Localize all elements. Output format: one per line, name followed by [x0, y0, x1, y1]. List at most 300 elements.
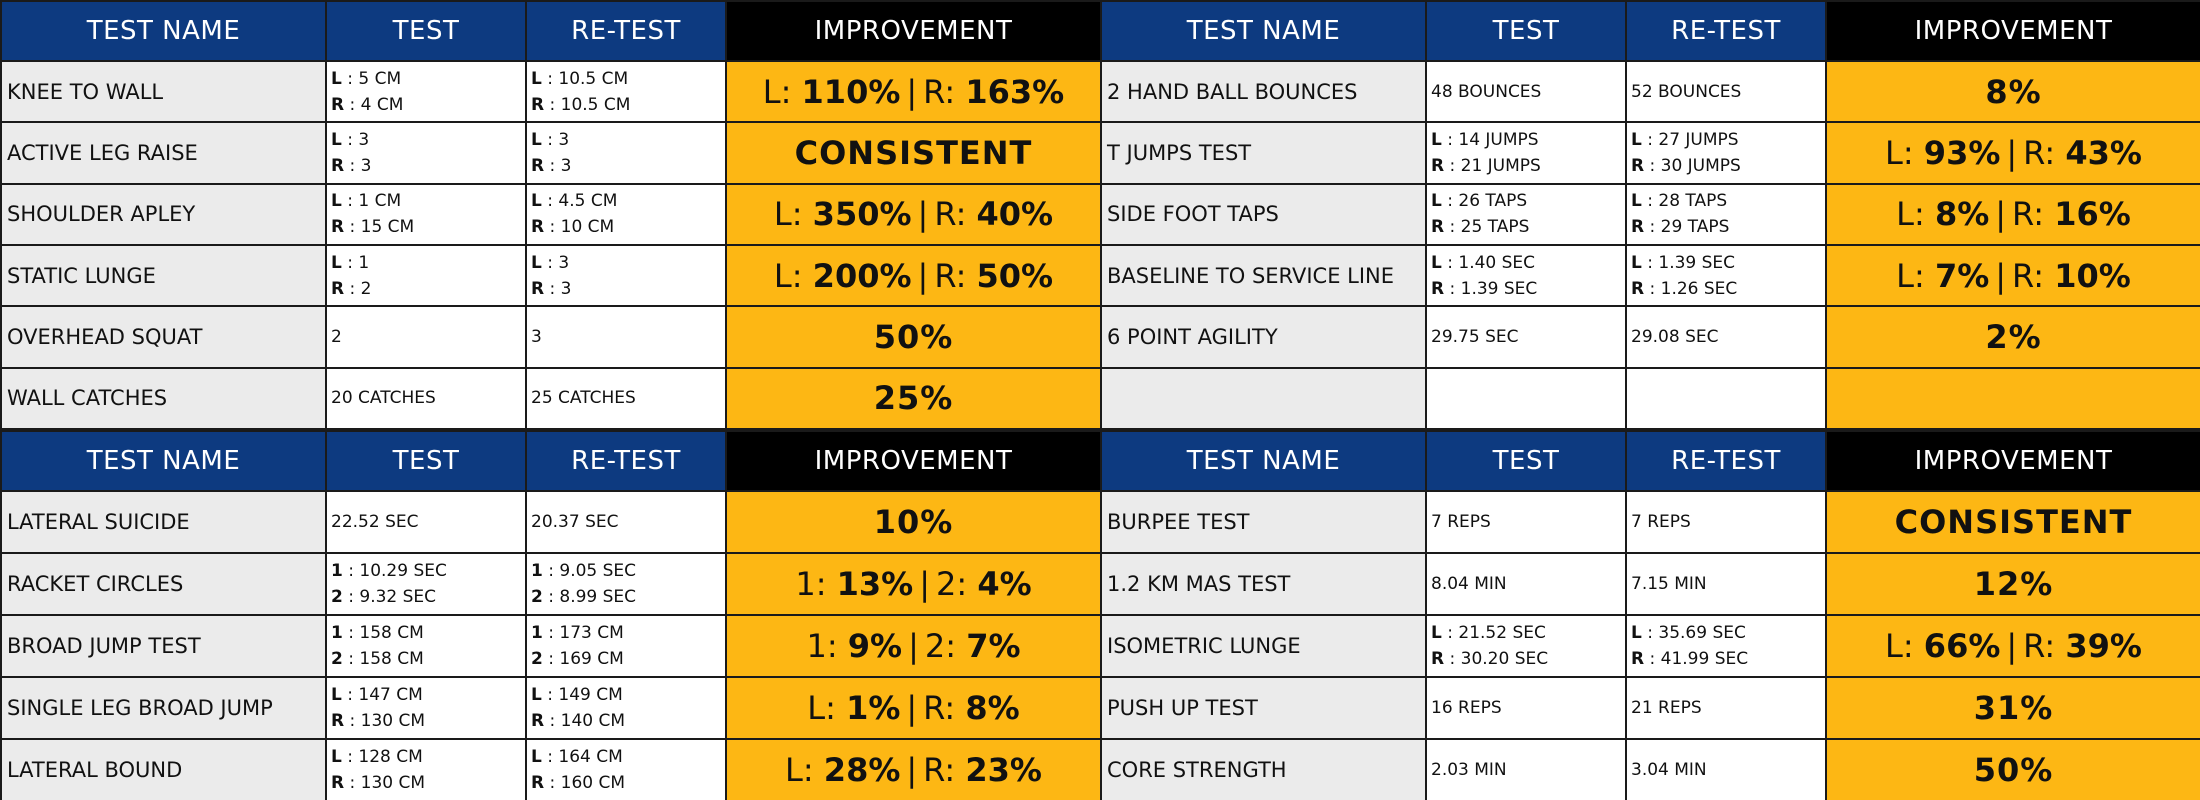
table-row: [1, 739, 1101, 800]
improvement-side-label: L:: [807, 689, 836, 727]
improvement-cell: [1826, 61, 2200, 122]
measure-value: : 130 CM: [344, 773, 426, 793]
improvement-percent: 200%: [812, 256, 912, 295]
test-value-cell: [1426, 184, 1626, 245]
improvement-cell: [726, 491, 1101, 553]
improvement-percent: 8%: [1934, 195, 1990, 234]
side-label: 1: [531, 623, 543, 643]
test-name-cell: BROAD JUMP TEST: [1, 615, 326, 677]
test-value-cell: [326, 739, 526, 800]
side-label: R: [1431, 649, 1445, 669]
measure-value: : 130 CM: [344, 711, 426, 731]
header-retest: RE-TEST: [526, 1, 726, 61]
value-line: [1431, 695, 1625, 721]
value-line: [531, 250, 725, 276]
value-line: [331, 276, 525, 302]
table-row: [1101, 553, 2200, 615]
measure-value: : 4.5 CM: [541, 191, 618, 212]
test-value-cell: [1426, 122, 1626, 183]
improvement-cell: [726, 61, 1101, 122]
improvement-side-label: R:: [2012, 195, 2045, 234]
test-value-cell: [1426, 615, 1626, 677]
retest-value-cell: [526, 122, 726, 183]
measure-value: : 140 CM: [544, 711, 626, 731]
header-test: TEST: [326, 1, 526, 61]
improvement-side-label: L:: [1896, 256, 1925, 295]
side-label: R: [531, 155, 545, 176]
value-line: [1631, 757, 1825, 783]
improvement-side-label: L:: [1885, 627, 1914, 665]
side-label: R: [1431, 155, 1445, 176]
measure-value: : 1.40 SEC: [1441, 252, 1536, 273]
side-label: 2: [331, 649, 343, 669]
value-line: [331, 708, 525, 734]
improvement-cell: [1826, 615, 2200, 677]
measure-value: : 9.32 SEC: [342, 587, 437, 607]
improvement-cell: [726, 306, 1101, 367]
improvement-side-label: L:: [762, 72, 792, 111]
improvement-value: 31%: [1973, 689, 2054, 727]
header-retest: RE-TEST: [1626, 1, 1826, 61]
value-line: [1631, 571, 1825, 597]
retest-value-cell: [1626, 553, 1826, 615]
test-name-cell: LATERAL SUICIDE: [1, 491, 326, 553]
value-line: [1431, 646, 1625, 672]
measure-value: : 21.52 SEC: [1441, 623, 1546, 643]
improvement-percent: 4%: [977, 565, 1032, 603]
value-line: [1431, 324, 1625, 350]
table-row: [1, 677, 1101, 739]
value-line: [331, 620, 525, 646]
measure-value: : 10.5 CM: [541, 68, 629, 89]
table-header: [1, 431, 1101, 491]
improvement-side-label: 2:: [924, 627, 957, 665]
test-name-cell: OVERHEAD SQUAT: [1, 306, 326, 367]
side-label: R: [331, 773, 345, 793]
improvement-side-label: R:: [2023, 133, 2056, 172]
value-line: [531, 620, 725, 646]
measure-value: : 29 TAPS: [1644, 217, 1730, 238]
measure-value: 16 REPS: [1431, 698, 1502, 718]
test-name-cell: BURPEE TEST: [1101, 491, 1426, 553]
side-label: L: [1631, 129, 1642, 150]
test-value-cell: [326, 615, 526, 677]
value-line: [531, 92, 725, 118]
table-row: [1, 184, 1101, 245]
measure-value: : 3: [544, 155, 572, 176]
measure-value: : 1.39 SEC: [1444, 278, 1538, 299]
header-improvement: IMPROVEMENT: [1826, 1, 2200, 61]
side-label: L: [331, 252, 342, 273]
test-value-cell: [326, 553, 526, 615]
improvement-side-label: R:: [923, 689, 956, 727]
side-label: L: [1431, 623, 1442, 643]
improvement-percent: 16%: [2054, 195, 2131, 234]
test-value-cell: [1426, 61, 1626, 122]
value-line: [331, 153, 525, 179]
header-row: [1101, 1, 2200, 61]
improvement-percent: 7%: [1934, 256, 1990, 295]
value-line: [1431, 153, 1625, 179]
improvement-side-label: L:: [773, 256, 803, 295]
test-value-cell: [1426, 739, 1626, 800]
retest-value-cell: [526, 677, 726, 739]
retest-value-cell: [1626, 615, 1826, 677]
measure-value: : 15 CM: [344, 217, 415, 238]
retest-value-cell: [1626, 61, 1826, 122]
value-line: [1431, 620, 1625, 646]
test-value-cell: [1426, 553, 1626, 615]
test-name-cell: SINGLE LEG BROAD JUMP: [1, 677, 326, 739]
improvement-cell: [726, 677, 1101, 739]
side-label: L: [531, 685, 542, 705]
value-line: [331, 682, 525, 708]
improvement-side-label: R:: [934, 195, 967, 234]
separator: |: [908, 627, 919, 665]
side-label: R: [1631, 155, 1645, 176]
retest-value-cell: [526, 61, 726, 122]
value-line: [331, 770, 525, 796]
side-label: L: [1631, 252, 1642, 273]
value-line: [331, 214, 525, 240]
value-line: [1631, 250, 1825, 276]
side-label: R: [531, 711, 545, 731]
value-line: [531, 153, 725, 179]
improvement-percent: 8%: [965, 689, 1020, 727]
improvement-cell: [1826, 306, 2200, 367]
header-test-name: TEST NAME: [1, 1, 326, 61]
improvement-side-label: R:: [923, 72, 956, 111]
improvement-percent: 40%: [976, 195, 1054, 234]
measure-value: : 10.29 SEC: [342, 561, 447, 581]
side-label: 1: [531, 561, 543, 581]
table-row: [1, 553, 1101, 615]
retest-value-cell: [526, 306, 726, 367]
value-line: [531, 708, 725, 734]
improvement-percent: 93%: [1923, 133, 2001, 172]
separator: |: [917, 195, 929, 234]
value-line: [1631, 276, 1825, 302]
measure-value: 2.03 MIN: [1431, 760, 1507, 780]
value-line: [331, 509, 525, 535]
value-line: [531, 509, 725, 535]
header-improvement: IMPROVEMENT: [1826, 431, 2200, 491]
side-label: 2: [531, 587, 543, 607]
side-label: L: [331, 68, 342, 89]
table-body: [1101, 61, 2200, 429]
separator: |: [1995, 195, 2007, 234]
value-line: [531, 646, 725, 672]
improvement-value: 50%: [1973, 751, 2054, 789]
value-line: [1431, 757, 1625, 783]
measure-value: : 5 CM: [341, 68, 402, 89]
improvement-percent: 28%: [823, 751, 901, 789]
value-line: [531, 584, 725, 610]
improvement-cell: [726, 615, 1101, 677]
value-line: [1431, 79, 1625, 105]
table-header: [1101, 1, 2200, 61]
table-header: [1101, 431, 2200, 491]
results-table-top-right: [1100, 0, 2200, 430]
table-row: [1101, 491, 2200, 553]
test-name-cell: STATIC LUNGE: [1, 245, 326, 306]
side-label: L: [1431, 252, 1442, 273]
improvement-percent: 163%: [965, 72, 1065, 111]
test-value-cell: [1426, 677, 1626, 739]
measure-value: : 164 CM: [541, 747, 623, 767]
measure-value: 21 REPS: [1631, 698, 1702, 718]
test-name-cell: PUSH UP TEST: [1101, 677, 1426, 739]
test-value-cell: [1426, 306, 1626, 367]
side-label: L: [331, 685, 342, 705]
value-line: [331, 646, 525, 672]
side-label: R: [1431, 217, 1445, 238]
retest-value-cell: [1626, 368, 1826, 429]
measure-value: 20.37 SEC: [531, 512, 619, 532]
table-header: [1, 1, 1101, 61]
measure-value: 29.75 SEC: [1431, 326, 1519, 347]
measure-value: : 1: [341, 252, 370, 273]
value-line: [331, 324, 525, 350]
measure-value: : 41.99 SEC: [1644, 649, 1749, 669]
measure-value: 22.52 SEC: [331, 512, 419, 532]
separator: |: [1995, 256, 2007, 295]
measure-value: 7.15 MIN: [1631, 574, 1707, 594]
value-line: [1631, 324, 1825, 350]
table-body: [1, 491, 1101, 800]
improvement-percent: 43%: [2065, 133, 2142, 172]
table-body: [1101, 491, 2200, 800]
measure-value: : 27 JUMPS: [1641, 129, 1739, 150]
improvement-side-label: L:: [1885, 133, 1914, 172]
value-line: [531, 385, 725, 411]
measure-value: : 14 JUMPS: [1441, 129, 1539, 150]
improvement-side-label: R:: [2012, 256, 2045, 295]
improvement-percent: 1%: [846, 689, 901, 727]
improvement-cell: [1826, 677, 2200, 739]
retest-value-cell: [1626, 306, 1826, 367]
results-table-top-left: [0, 0, 1102, 430]
table-row: [1101, 739, 2200, 800]
improvement-percent: 50%: [976, 256, 1054, 295]
value-line: [331, 385, 525, 411]
side-label: R: [331, 278, 345, 299]
header-row: [1, 431, 1101, 491]
value-line: [1631, 127, 1825, 153]
value-line: [1431, 214, 1625, 240]
table-row: [1101, 677, 2200, 739]
measure-value: 52 BOUNCES: [1631, 81, 1742, 102]
value-line: [531, 214, 725, 240]
side-label: R: [1631, 217, 1645, 238]
table-row: [1101, 184, 2200, 245]
improvement-cell: [726, 553, 1101, 615]
measure-value: 29.08 SEC: [1631, 326, 1719, 347]
table-row: [1101, 368, 2200, 429]
header-test: TEST: [1426, 1, 1626, 61]
side-label: L: [1631, 191, 1642, 212]
improvement-cell: [726, 122, 1101, 183]
table-row: [1101, 615, 2200, 677]
value-line: [331, 558, 525, 584]
value-line: [1631, 188, 1825, 214]
separator: |: [917, 256, 929, 295]
retest-value-cell: [1626, 245, 1826, 306]
table-row: [1101, 245, 2200, 306]
header-test: TEST: [1426, 431, 1626, 491]
side-label: L: [331, 129, 342, 150]
improvement-value: CONSISTENT: [794, 133, 1033, 172]
table-row: [1101, 306, 2200, 367]
results-table-bottom-left: [0, 430, 1102, 800]
improvement-percent: 39%: [2065, 627, 2142, 665]
side-label: R: [1431, 278, 1445, 299]
header-row: [1101, 431, 2200, 491]
measure-value: : 3: [541, 252, 570, 273]
improvement-side-label: R:: [2023, 627, 2056, 665]
test-value-cell: [326, 245, 526, 306]
value-line: [331, 92, 525, 118]
measure-value: 7 REPS: [1631, 512, 1691, 532]
improvement-percent: 10%: [2054, 256, 2131, 295]
value-line: [331, 584, 525, 610]
test-name-cell: 6 POINT AGILITY: [1101, 306, 1426, 367]
measure-value: : 30.20 SEC: [1444, 649, 1549, 669]
retest-value-cell: [1626, 122, 1826, 183]
measure-value: : 10 CM: [544, 217, 615, 238]
measure-value: : 4 CM: [344, 94, 404, 115]
value-line: [531, 682, 725, 708]
improvement-cell: [726, 739, 1101, 800]
value-line: [1631, 509, 1825, 535]
separator: |: [906, 689, 918, 727]
separator: |: [906, 72, 918, 111]
measure-value: : 8.99 SEC: [542, 587, 637, 607]
measure-value: : 21 JUMPS: [1444, 155, 1541, 176]
value-line: [531, 188, 725, 214]
measure-value: : 1 CM: [341, 191, 402, 212]
improvement-percent: 110%: [801, 72, 901, 111]
value-line: [331, 127, 525, 153]
retest-value-cell: [526, 553, 726, 615]
side-label: 1: [331, 561, 343, 581]
table-row: [1, 368, 1101, 429]
measure-value: : 28 TAPS: [1641, 191, 1728, 212]
measure-value: : 158 CM: [342, 623, 424, 643]
header-test-name: TEST NAME: [1, 431, 326, 491]
improvement-side-label: R:: [934, 256, 967, 295]
table-row: [1101, 61, 2200, 122]
retest-value-cell: [526, 491, 726, 553]
value-line: [1431, 127, 1625, 153]
measure-value: : 3: [341, 129, 370, 150]
improvement-percent: 66%: [1923, 627, 2001, 665]
test-name-cell: SHOULDER APLEY: [1, 184, 326, 245]
value-line: [1631, 214, 1825, 240]
separator: |: [919, 565, 931, 603]
improvement-side-label: 1:: [795, 565, 827, 603]
header-test-name: TEST NAME: [1101, 431, 1426, 491]
improvement-cell: [726, 368, 1101, 429]
improvement-side-label: L:: [773, 195, 803, 234]
improvement-cell: [1826, 122, 2200, 183]
improvement-cell: [1826, 739, 2200, 800]
side-label: L: [1431, 129, 1442, 150]
measure-value: : 169 CM: [542, 649, 624, 669]
measure-value: 7 REPS: [1431, 512, 1491, 532]
test-value-cell: [326, 306, 526, 367]
retest-value-cell: [1626, 184, 1826, 245]
test-name-cell: ISOMETRIC LUNGE: [1101, 615, 1426, 677]
value-line: [1631, 646, 1825, 672]
measure-value: : 158 CM: [342, 649, 424, 669]
test-name-cell: BASELINE TO SERVICE LINE: [1101, 245, 1426, 306]
measure-value: : 1.39 SEC: [1641, 252, 1736, 273]
side-label: R: [331, 94, 345, 115]
value-line: [1431, 571, 1625, 597]
improvement-value: 50%: [873, 317, 954, 356]
side-label: L: [1631, 623, 1642, 643]
measure-value: 48 BOUNCES: [1431, 81, 1542, 102]
improvement-side-label: R:: [923, 751, 956, 789]
table-body: [1, 61, 1101, 429]
retest-value-cell: [1626, 677, 1826, 739]
header-improvement: IMPROVEMENT: [726, 431, 1101, 491]
test-name-cell: LATERAL BOUND: [1, 739, 326, 800]
improvement-value: 8%: [1985, 72, 2042, 111]
side-label: L: [531, 191, 542, 212]
measure-value: : 3: [541, 129, 570, 150]
retest-value-cell: [526, 245, 726, 306]
test-value-cell: [1426, 368, 1626, 429]
separator: |: [2006, 627, 2018, 665]
retest-value-cell: [526, 615, 726, 677]
measure-value: : 2: [344, 278, 372, 299]
value-line: [1431, 250, 1625, 276]
side-label: R: [531, 217, 545, 238]
value-line: [531, 558, 725, 584]
header-row: [1, 1, 1101, 61]
measure-value: : 1.26 SEC: [1644, 278, 1738, 299]
side-label: L: [531, 747, 542, 767]
side-label: R: [531, 278, 545, 299]
measure-value: : 9.05 SEC: [542, 561, 637, 581]
header-retest: RE-TEST: [526, 431, 726, 491]
retest-value-cell: [1626, 739, 1826, 800]
measure-value: : 147 CM: [341, 685, 423, 705]
value-line: [1431, 276, 1625, 302]
improvement-cell: [1826, 184, 2200, 245]
test-value-cell: [326, 61, 526, 122]
test-name-cell: T JUMPS TEST: [1101, 122, 1426, 183]
separator: |: [2006, 133, 2018, 172]
header-retest: RE-TEST: [1626, 431, 1826, 491]
test-name-cell: RACKET CIRCLES: [1, 553, 326, 615]
table-row: [1, 61, 1101, 122]
measure-value: : 149 CM: [541, 685, 623, 705]
value-line: [531, 770, 725, 796]
improvement-percent: 350%: [812, 195, 912, 234]
test-name-cell: 1.2 KM MAS TEST: [1101, 553, 1426, 615]
measure-value: 25 CATCHES: [531, 388, 636, 409]
test-value-cell: [326, 491, 526, 553]
improvement-side-label: L:: [1896, 195, 1925, 234]
measure-value: : 35.69 SEC: [1641, 623, 1746, 643]
side-label: 2: [531, 649, 543, 669]
test-value-cell: [326, 122, 526, 183]
measure-value: : 160 CM: [544, 773, 626, 793]
side-label: L: [331, 191, 342, 212]
